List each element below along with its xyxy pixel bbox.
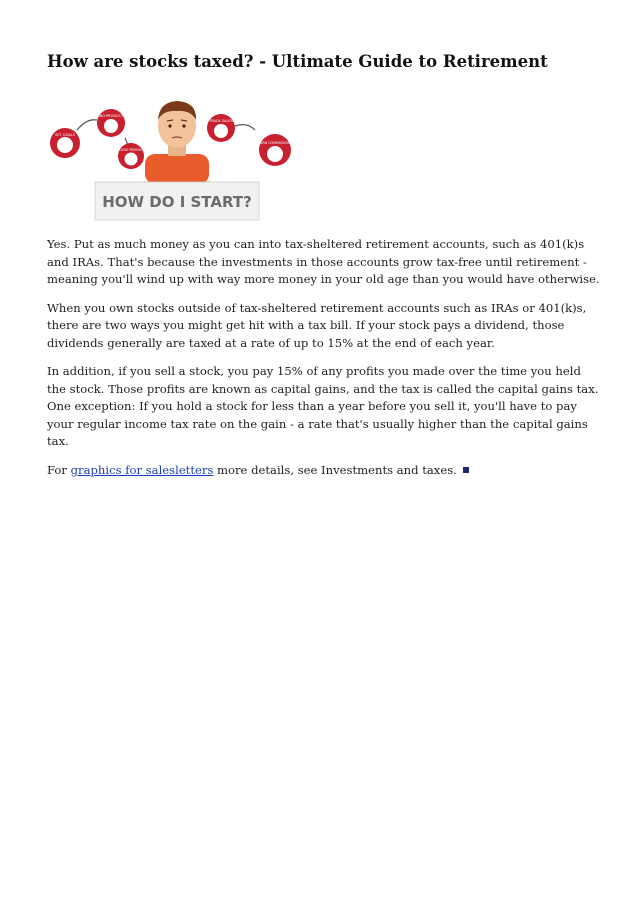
svg-text:HOW DO I START?: HOW DO I START?	[102, 193, 252, 211]
graphics-for-salesletters-link[interactable]: graphics for salesletters	[70, 462, 214, 477]
person-figure	[139, 101, 215, 191]
paragraph-4-suffix: more details, see Investments and taxes.	[213, 462, 457, 477]
paragraph-3: In addition, if you sell a stock, you pay 15% of any profits you made over the time you held the stock. Those profits are known as capital gains, and the tax is called the capital gains tax. One exception: If you hold a stock for less than a year before you sell it, you'll have to pay your regular income tax rate on the gain - a rate that's usually higher than the capital gains tax.	[47, 364, 599, 448]
svg-text:CHOOSE PRODUCTS: CHOOSE PRODUCTS	[114, 148, 148, 152]
choose-products-bubble	[114, 143, 147, 169]
end-of-article-icon	[463, 467, 469, 473]
page-title: How are stocks taxed? - Ultimate Guide to Retirement	[47, 52, 548, 71]
start-sign	[95, 182, 259, 220]
paragraph-4-prefix: For	[47, 462, 71, 477]
svg-text:TRACK SALES: TRACK SALES	[209, 119, 233, 123]
track-sales-bubble	[207, 114, 235, 142]
paragraph-4	[47, 462, 603, 480]
svg-text:FIND PRODUCTS: FIND PRODUCTS	[96, 114, 126, 118]
paragraph-1: Yes. Put as much money as you can into tax-sheltered retirement accounts, such as 401(k)s and IRAs. That's because the investments in those accounts grow tax-free until retirement - meaning you'll wind up with way more money in your old age than you would have otherwise.	[47, 237, 600, 286]
find-products-bubble	[97, 109, 127, 137]
paragraph-2: When you own stocks outside of tax-sheltered retirement accounts such as IRAs or 401(k)s, there are two ways you might get hit with a tax bill. If your stock pays a dividend, those dividends generally are taxed at a rate of up to 15% at the end of each year.	[47, 300, 587, 350]
earn-commissions-bubble	[258, 134, 292, 166]
how-do-i-start-illustration	[47, 98, 297, 222]
svg-text:EARN COMMISSIONS: EARN COMMISSIONS	[257, 141, 293, 145]
set-goals-bubble	[50, 128, 80, 158]
svg-text:SET GOALS: SET GOALS	[55, 133, 75, 137]
article-body	[47, 236, 603, 490]
